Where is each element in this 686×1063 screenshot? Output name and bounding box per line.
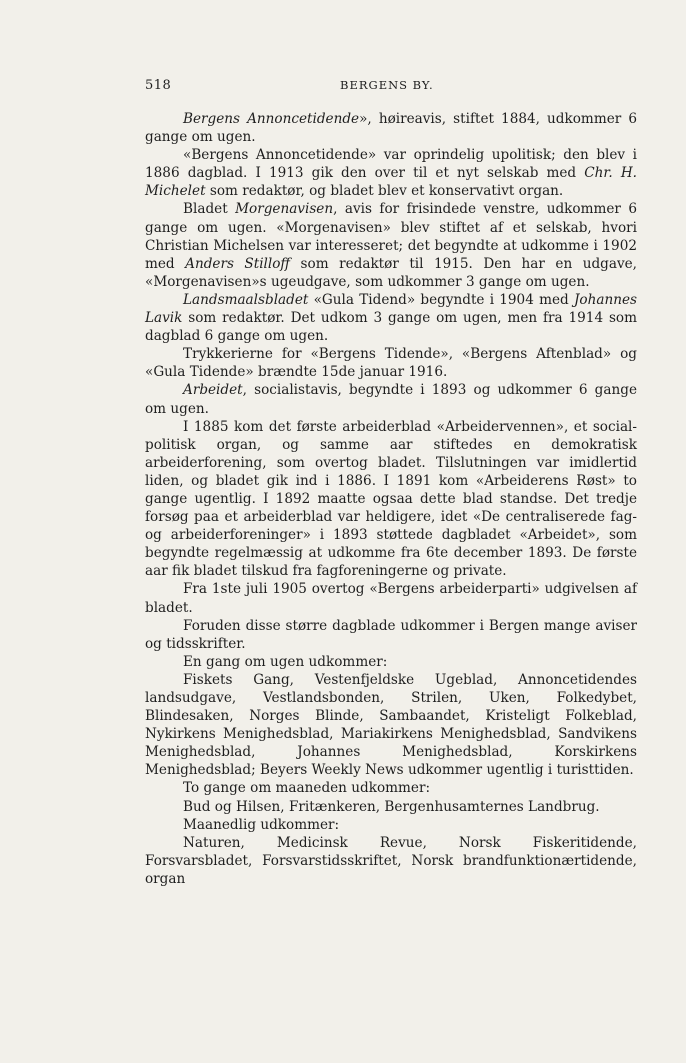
- paragraph-arbeidet: Arbeidet, socialistavis, begyndte i 1893 og udkommer 6 gange om ugen.: [145, 382, 637, 417]
- running-title: BERGENS BY.: [340, 78, 434, 92]
- editor-name: Johannes Lavik: [145, 291, 637, 327]
- newspaper-name: Landsmaalsbladet: [183, 291, 309, 308]
- paragraph-labour-press-history: I 1885 kom det første arbeiderblad «Arbeidervennen», et social-politisk organ, og samme aar stiftedes en demokratisk arbeiderforening, som overtog bladet. Tilslutningen var imidlertid liden, og bladet gik ind i 1886. I 1891 kom «Arbeiderens Røst» to gange ugentlig. I 1892 maatte ogsaa dette blad standse. Det tredje forsøg paa et arbeiderblad var heldigere, idet «De centraliserede fag- og arbeiderforeninger» i 1893 støttede dagbladet «Arbeidet», som begyndte regelmæssig at udkomme fra 6te december 1893. De første aar fik bladet tilskud fra fagforeningerne og private.: [145, 418, 637, 580]
- page-number: 518: [145, 78, 172, 93]
- page-header: [145, 78, 563, 98]
- paragraph-landsmaalsbladet: Landsmaalsbladet «Gula Tidend» begyndte i 1904 med Johannes Lavik som redaktør. Det udkom 3 gange om ugen, men fra 1914 som dagblad 6 gange om ugen.: [145, 291, 637, 345]
- editor-name: Anders Stilloff: [185, 255, 291, 272]
- paragraph-monthly-heading: Maanedlig udkommer:: [183, 816, 340, 833]
- paragraph-weekly-list: Fiskets Gang, Vestenfjeldske Ugeblad, Annoncetidendes landsudgave, Vestlandsbonden, Strilen, Uken, Folkedybet, Blindesaken, Norges Blinde, Sambaandet, Kristeligt Folkeblad, Nykirkens Menighedsblad, Mariakirkens Menighedsblad, Sandvikens Menighedsblad, Johannes Menighedsblad, Korskirkens Menighedsblad; Beyers Weekly News udkommer ugentlig i turisttiden.: [145, 671, 637, 779]
- paragraph-other-periodicals: Foruden disse større dagblade udkommer i Bergen mange aviser og tidsskrifter.: [145, 617, 637, 652]
- paragraph-annoncetidende-history: «Bergens Annoncetidende» var oprindelig upolitisk; den blev i 1886 dagblad. I 1913 gik den over til et nyt selskab med Chr. H. Michelet som redaktør, og bladet blev et konservativt organ.: [145, 147, 637, 200]
- paragraph-fire: Trykkerierne for «Bergens Tidende», «Bergens Aftenblad» og «Gula Tidende» brændte 15de januar 1916.: [145, 346, 637, 381]
- paragraph-publisher-change: Fra 1ste juli 1905 overtog «Bergens arbeiderparti» udgivelsen af bladet.: [145, 581, 637, 616]
- body-text: [145, 110, 637, 888]
- editor-name: Chr. H. Michelet: [145, 165, 637, 200]
- paragraph-monthly-list: Naturen, Medicinsk Revue, Norsk Fiskeritidende, Forsvarsbladet, Forsvarstidsskriftet, Norsk brandfunktionærtidende, organ: [145, 834, 637, 887]
- paragraph-weekly-heading: En gang om ugen udkommer:: [183, 653, 388, 670]
- paragraph-annoncetidende: Bergens Annoncetidende», høireavis, stiftet 1884, udkommer 6 gange om ugen.: [145, 111, 637, 146]
- newspaper-name: Morgenavisen: [235, 201, 334, 218]
- newspaper-name: Arbeidet: [183, 382, 243, 399]
- paragraph-morgenavisen: Bladet Morgenavisen, avis for frisindede venstre, udkommer 6 gange om ugen. «Morgenavisen» blev stiftet af et selskab, hvori Christian Michelsen var interesseret; det begyndte at udkomme i 1902 med Anders Stilloff som redaktør til 1915. Den har en udgave, «Morgenavisen»s ugeudgave, som udkommer 3 gange om ugen.: [145, 201, 638, 290]
- paragraph-biweekly-heading: To gange om maaneden udkommer:: [183, 780, 431, 797]
- newspaper-name: Bergens Annoncetidende: [183, 111, 360, 127]
- paragraph-biweekly-list: Bud og Hilsen, Fritænkeren, Bergenhusamternes Landbrug.: [183, 798, 600, 815]
